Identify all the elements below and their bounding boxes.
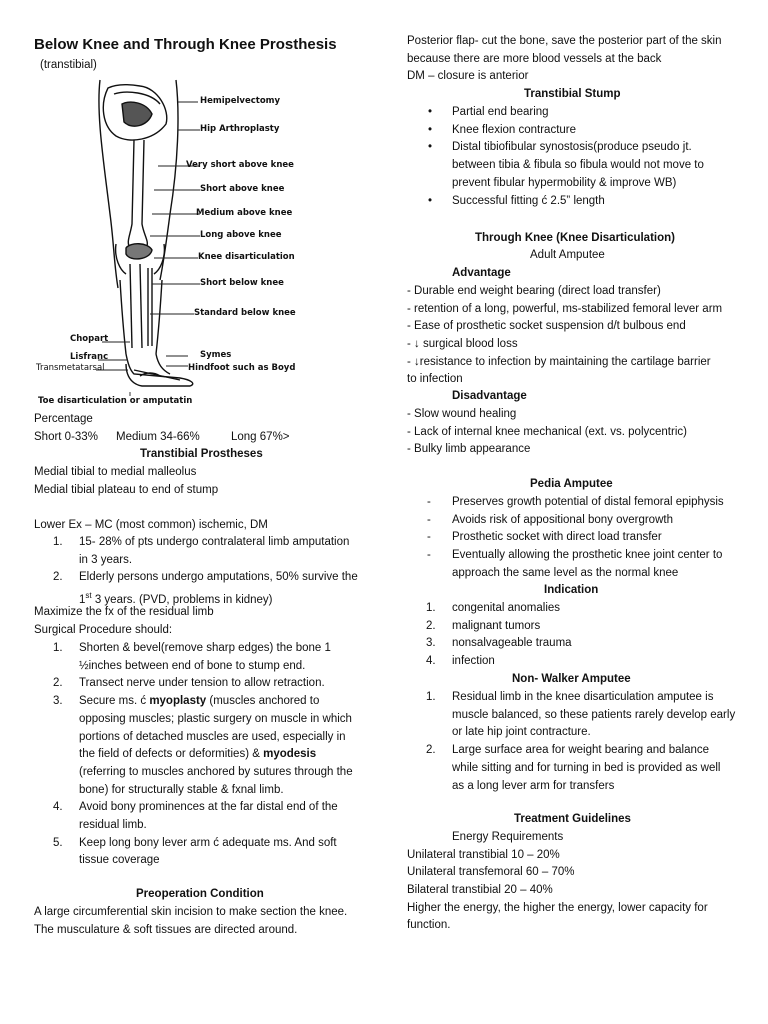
list-item: 4. infection [426,655,495,668]
label-knee-disarticulation: Knee disarticulation [198,252,295,262]
indication-heading: Indication [544,584,599,596]
through-knee-heading: Through Knee (Knee Disarticulation) [475,232,675,244]
list-item-cont: or late hip joint contracture. [452,726,591,739]
list-item-cont: tissue coverage [79,854,160,867]
list-item: • Distal tibiofibular synostosis(produce pseudo jt. [428,141,692,154]
medial-line-2: Medial tibial plateau to end of stump [34,484,219,496]
dm-line: DM – closure is anterior [407,70,529,82]
advantage-line-5: - ↓resistance to infection by maintaining the cartilage barrier [407,356,711,368]
energy-line-1: Unilateral transtibial 10 – 20% [407,849,560,861]
disadvantage-heading: Disadvantage [452,390,527,402]
non-walker-heading: Non- Walker Amputee [512,673,631,685]
label-hemipelvectomy: Hemipelvectomy [200,96,281,106]
non-walker-list [426,689,736,795]
list-item: 4. Avoid bony prominences at the far distal end of the [53,801,338,814]
list-item-cont: muscle balanced, so these patients rarely develop early [452,708,736,721]
advantage-heading: Advantage [452,267,511,279]
pedia-list [427,494,724,583]
list-item: 5. Keep long bony lever arm ć adequate ms. And soft [53,836,337,849]
percentage-label: Percentage [34,413,93,425]
list-item: - Avoids risk of appositional bony overgrowth [427,513,673,526]
maximize-line: Maximize the fx of the residual limb [34,606,214,618]
transtibial-stump-heading: Transtibial Stump [524,88,621,100]
list-item: 1. congenital anomalies [426,602,561,614]
list-item: 3. Secure ms. ć myoplasty (muscles anchored to [53,695,320,708]
energy-line-5: function. [407,919,451,931]
preop-line-2: The musculature & soft tissues are directed around. [34,924,298,936]
label-medium-above-knee: Medium above knee [196,208,293,218]
label-chopart: Chopart [70,334,109,344]
energy-line-3: Bilateral transtibial 20 – 40% [407,884,553,896]
medium-range: Medium 34-66% [116,431,200,443]
amputation-levels-figure [30,74,300,410]
advantage-line-4: - ↓ surgical blood loss [407,338,518,350]
page-subtitle: (transtibial) [40,59,97,71]
list-item-cont: portions of detached muscles are used, especially in [79,730,346,743]
list-item: 2. malignant tumors [426,619,541,632]
long-range: Long 67%> [231,431,290,443]
surgical-procedure-list [53,640,353,870]
list-item-cont: in 3 years. [79,553,133,566]
advantage-line-2: - retention of a long, powerful, ms-stabilized femoral lever arm [407,303,723,315]
list-item-cont: residual limb. [79,819,147,832]
list-item: - Preserves growth potential of distal femoral epiphysis [427,496,724,508]
advantage-line-3: - Ease of prosthetic socket suspension d/t bulbous end [407,320,686,332]
list-item: 2. Transect nerve under tension to allow retraction. [53,677,325,690]
list-item-cont: while sitting and for turning in bed is provided as well [452,761,721,774]
pedia-amputee-heading: Pedia Amputee [530,478,613,490]
label-short-below-knee: Short below knee [200,278,284,288]
posterior-line-2: because there are more blood vessels at the back [407,53,662,65]
list-item-cont: opposing muscles; plastic surgery on muscle in which [79,712,352,725]
treatment-guidelines-heading: Treatment Guidelines [514,813,631,825]
label-hip-arthroplasty: Hip Arthroplasty [200,124,280,134]
transtibial-stump-list [428,104,704,210]
disadvantage-line-3: - Bulky limb appearance [407,443,531,455]
label-very-short-above-knee: Very short above knee [186,160,294,170]
short-range: Short 0-33% [34,431,98,443]
label-lisfranc: Lisfranc [70,352,109,362]
preoperation-heading: Preoperation Condition [136,888,264,900]
label-transmetatarsal: Transmetatarsal [36,363,105,373]
indication-list [426,600,572,671]
list-item-cont: ½inches between end of bone to stump end. [79,659,306,672]
posterior-line-1: Posterior flap- cut the bone, save the posterior part of the skin [407,35,722,47]
list-item-cont: between tibia & fibula so fibula would not move to [452,159,704,172]
label-hindfoot: Hindfoot such as Boyd [188,363,296,373]
list-item: - Eventually allowing the prosthetic knee joint center to [427,549,723,562]
surgical-procedure-line: Surgical Procedure should: [34,624,173,636]
disadvantage-line-1: - Slow wound healing [407,408,517,420]
list-item: 1. Shorten & bevel(remove sharp edges) the bone 1 [53,642,331,654]
list-item-cont: the field of defects or deformities) & myodesis [79,748,317,761]
list-item-cont: prevent fibular hypermobility & improve WB) [452,176,677,189]
label-symes: Symes [200,350,232,360]
list-item: • Successful fitting ć 2.5” length [428,194,605,207]
advantage-line-6: to infection [407,373,463,385]
lower-extremity-line: Lower Ex – MC (most common) ischemic, DM [34,519,268,531]
lower-extremity-list [53,534,358,610]
energy-line-4: Higher the energy, the higher the energy, lower capacity for [407,902,708,914]
label-toe-disarticulation: Toe disarticulation or amputatin [38,396,193,406]
list-item: 2. Large surface area for weight bearing and balance [426,744,710,757]
list-item: - Prosthetic socket with direct load transfer [427,531,662,544]
label-long-above-knee: Long above knee [200,230,282,240]
list-item-cont: (referring to muscles anchored by sutures through the [79,765,353,778]
adult-amputee-heading: Adult Amputee [530,249,605,261]
advantage-line-1: - Durable end weight bearing (direct load transfer) [407,285,661,297]
list-item: 3. nonsalvageable trauma [426,637,572,650]
energy-line-2: Unilateral transfemoral 60 – 70% [407,866,575,878]
list-item: • Knee flexion contracture [428,123,577,136]
list-item: • Partial end bearing [428,106,549,118]
list-item: 1. Residual limb in the knee disarticulation amputee is [426,691,714,703]
list-item-cont: as a long lever arm for transfers [452,779,615,792]
page-title: Below Knee and Through Knee Prosthesis [34,36,337,53]
list-item-cont: bone) for structurally stable & fxnal limb. [79,783,284,796]
preop-line-1: A large circumferential skin incision to make section the knee. [34,906,348,918]
disadvantage-line-2: - Lack of internal knee mechanical (ext. vs. polycentric) [407,426,687,438]
label-standard-below-knee: Standard below knee [194,308,296,318]
label-short-above-knee: Short above knee [200,184,285,194]
list-item-cont: 1st 3 years. (PVD, problems in kidney) [79,591,273,606]
list-item-cont: approach the same level as the normal knee [452,566,679,579]
energy-requirements-heading: Energy Requirements [452,831,564,843]
medial-line-1: Medial tibial to medial malleolus [34,466,197,478]
transtibial-prostheses-heading: Transtibial Prostheses [140,448,263,460]
list-item: 1. 15- 28% of pts undergo contralateral limb amputation [53,536,350,548]
list-item: 2. Elderly persons undergo amputations, 50% survive the [53,571,358,584]
